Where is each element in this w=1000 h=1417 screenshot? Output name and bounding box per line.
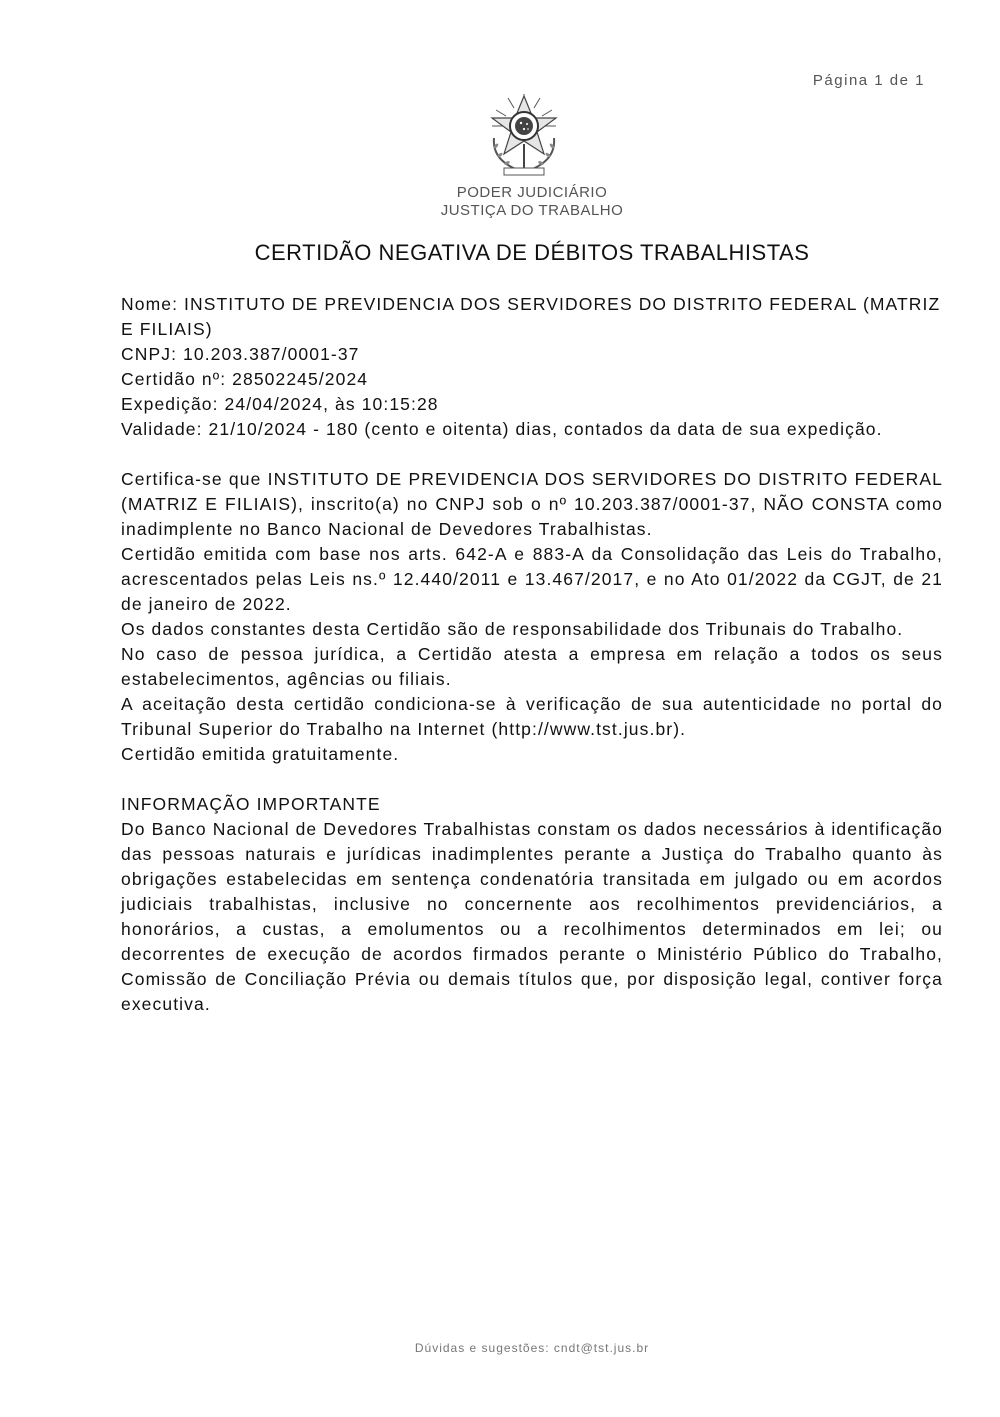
detail-validity: Validade: 21/10/2024 - 180 (cento e oitenta) dias, contados da data de sua expedição. bbox=[121, 419, 883, 439]
institution-header bbox=[300, 184, 764, 220]
legal-entity-paragraph: No caso de pessoa jurídica, a Certidão atesta a empresa em relação a todos os seus estabelecimentos, agências ou filiais. bbox=[121, 644, 943, 689]
detail-issued: Expedição: 24/04/2024, às 10:15:28 bbox=[121, 394, 439, 414]
free-issue-paragraph: Certidão emitida gratuitamente. bbox=[121, 744, 400, 764]
important-info-block bbox=[121, 792, 943, 1017]
responsibility-paragraph: Os dados constantes desta Certidão são de responsabilidade dos Tribunais do Trabalho. bbox=[121, 619, 904, 639]
header-line-labor-court: JUSTIÇA DO TRABALHO bbox=[440, 202, 624, 219]
document-title: CERTIDÃO NEGATIVA DE DÉBITOS TRABALHISTAS bbox=[254, 240, 810, 265]
page-indicator: Página 1 de 1 bbox=[812, 72, 925, 89]
document-body bbox=[121, 292, 943, 1042]
header-line-judiciary: PODER JUDICIÁRIO bbox=[456, 184, 608, 201]
legal-basis-paragraph: Certidão emitida com base nos arts. 642-A e 883-A da Consolidação das Leis do Trabalho, acrescentados pelas Leis ns.º 12.440/2011 e 13.467/2017, e no Ato 01/2022 da CGJT, de 21 de janeiro de 2022. bbox=[121, 544, 943, 614]
certification-paragraph: Certifica-se que INSTITUTO DE PREVIDENCIA DOS SERVIDORES DO DISTRITO FEDERAL (MATRIZ E FILIAIS), inscrito(a) no CNPJ sob o nº 10.203.387/0001-37, NÃO CONSTA como inadimplente no Banco Nacional de Devedores Trabalhistas. bbox=[121, 469, 943, 539]
detail-name: Nome: INSTITUTO DE PREVIDENCIA DOS SERVIDORES DO DISTRITO FEDERAL (MATRIZ E FILIAIS) bbox=[121, 294, 941, 339]
brazil-coat-of-arms-icon bbox=[484, 88, 564, 180]
detail-certificate-number: Certidão nº: 28502245/2024 bbox=[121, 369, 369, 389]
footer-contact: Dúvidas e sugestões: cndt@tst.jus.br bbox=[414, 1341, 650, 1355]
detail-cnpj: CNPJ: 10.203.387/0001-37 bbox=[121, 344, 360, 364]
important-body: Do Banco Nacional de Devedores Trabalhistas constam os dados necessários à identificação das pessoas naturais e jurídicas inadimplentes perante a Justiça do Trabalho quanto às obrigações estabelecidas em sentença condenatória transitada em julgado ou em acordos judiciais trabalhistas, inclusive no concernente aos recolhimentos previdenciários, a honorários, a custas, a emolumentos ou a recolhimentos determinados em lei; ou decorrentes de execução de acordos firmados perante o Ministério Público do Trabalho, Comissão de Conciliação Prévia ou demais títulos que, por disposição legal, contiver força executiva. bbox=[121, 819, 943, 1014]
important-heading: INFORMAÇÃO IMPORTANTE bbox=[121, 794, 381, 814]
certification-block bbox=[121, 467, 943, 767]
authenticity-paragraph: A aceitação desta certidão condiciona-se à verificação de sua autenticidade no portal do Tribunal Superior do Trabalho na Internet (http://www.tst.jus.br). bbox=[121, 694, 943, 739]
details-block bbox=[121, 292, 943, 442]
